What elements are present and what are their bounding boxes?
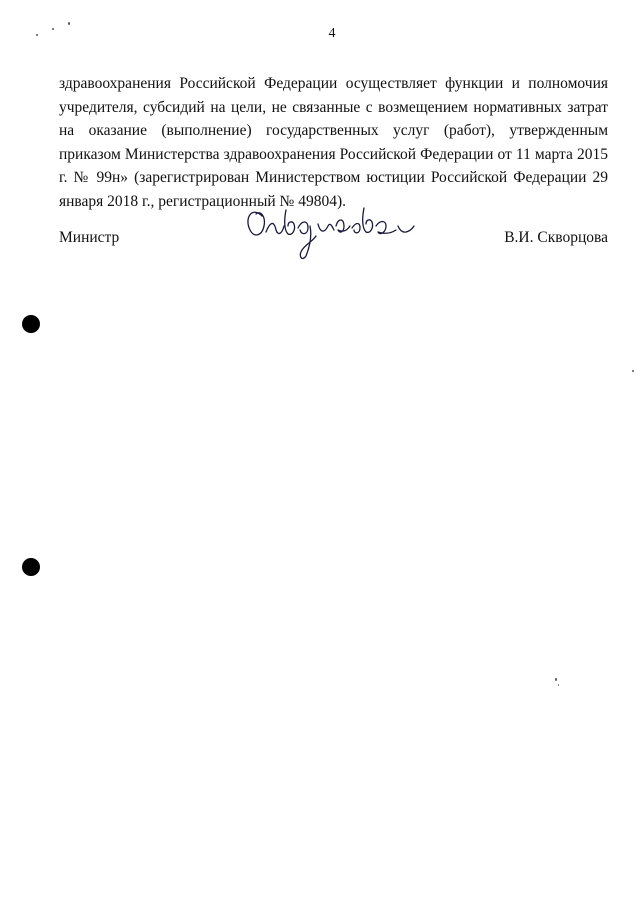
scan-speck: [52, 28, 54, 30]
scan-speck: [632, 370, 634, 372]
page-number: 4: [328, 26, 336, 41]
scan-speck: [555, 678, 557, 681]
body-paragraph: здравоохранения Российской Федерации осуществляет функции и полномочия учредителя, субсидий на цели, не связанные с возмещением нормативных затрат на оказание (выполнение) государственных услуг (работ), утвержденным приказом Министерства здравоохранения Российской Федерации от 11 марта 2015 г. № 99н» (зарегистрирован Министерством юстиции Российской Федерации 29 января 2018 г., регистрационный № 49804).: [59, 75, 608, 210]
handwritten-signature: [240, 196, 420, 266]
signatory-role: Министр: [59, 229, 120, 246]
signatory-name: В.И. Скворцова: [504, 229, 608, 246]
punch-hole: [22, 315, 40, 333]
scan-speck: [558, 684, 559, 686]
punch-hole: [22, 558, 40, 576]
scan-speck: [36, 34, 38, 36]
scan-speck: [68, 22, 70, 25]
